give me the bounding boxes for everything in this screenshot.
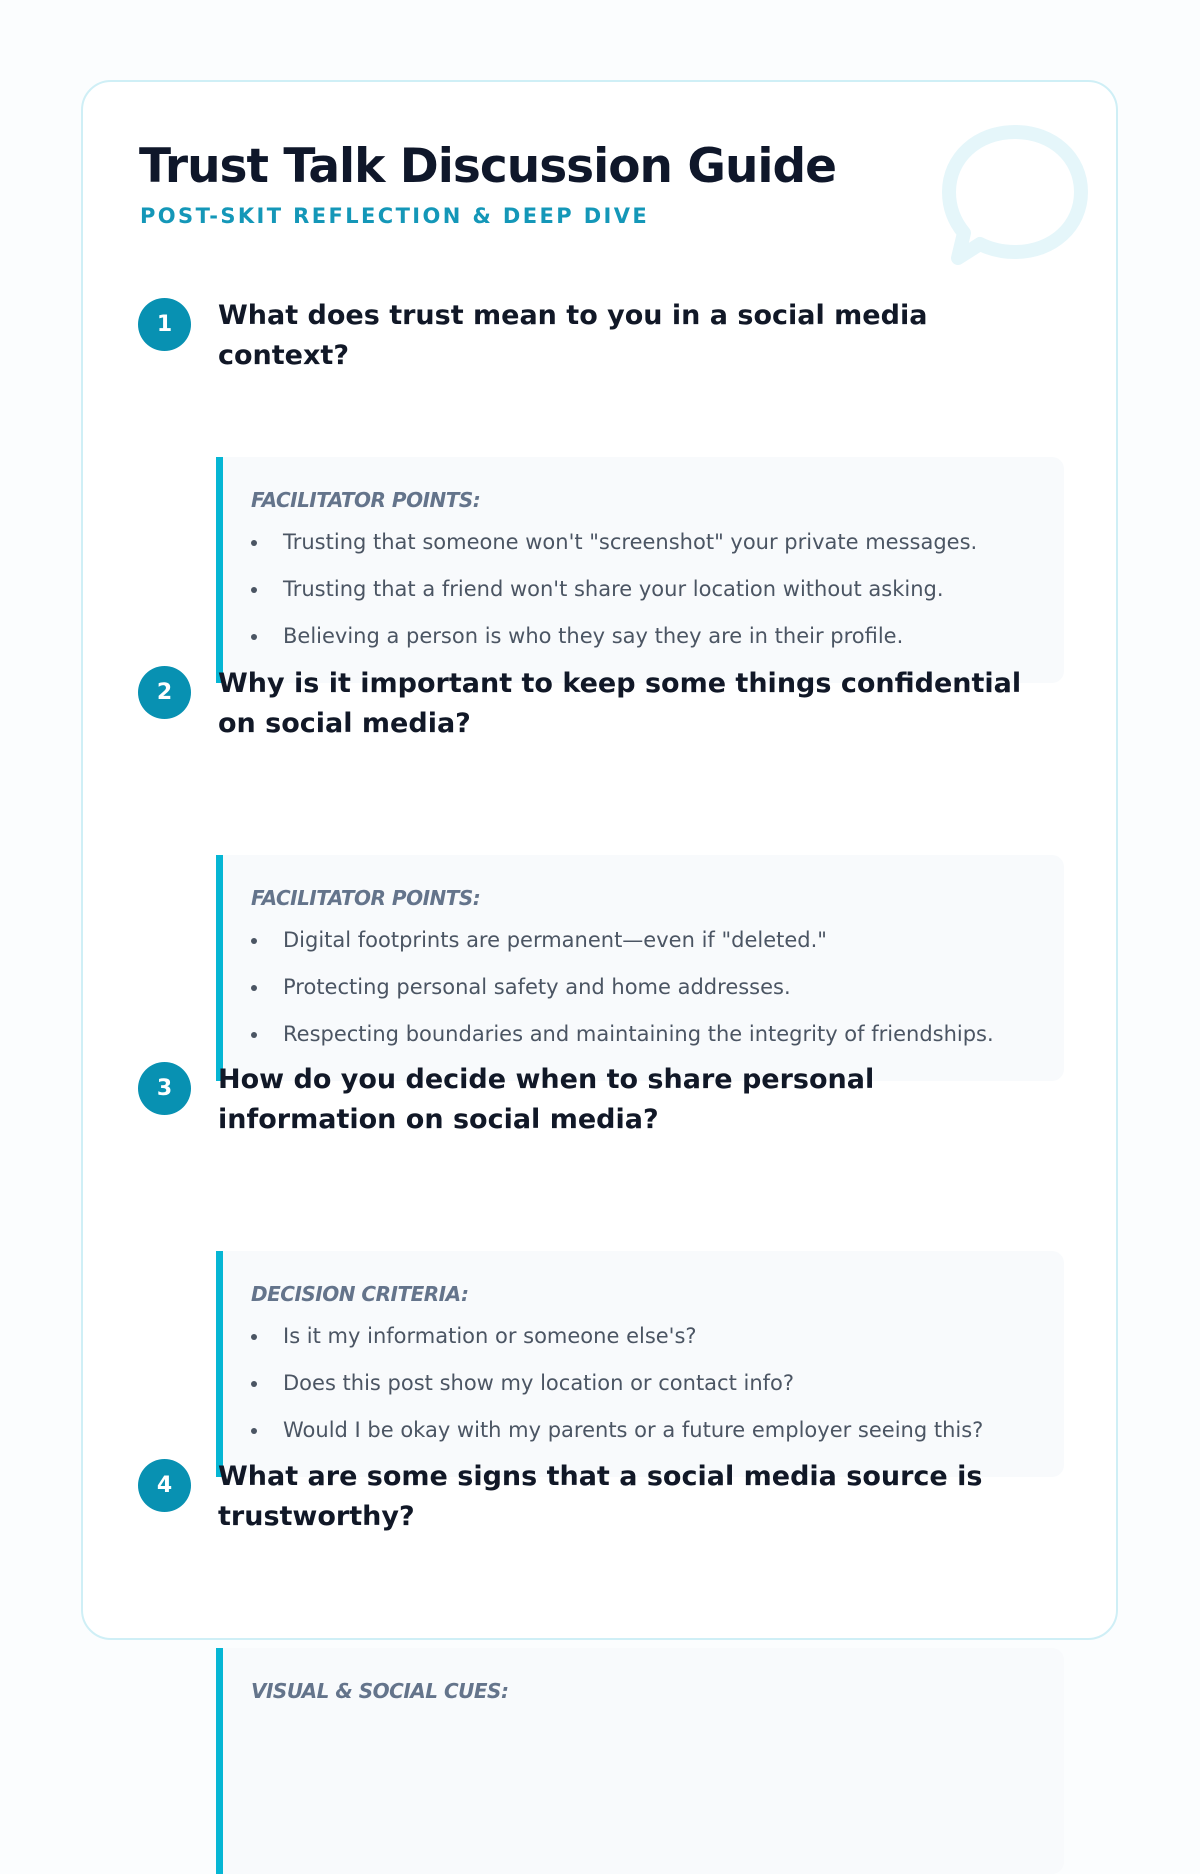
points-heading: FACILITATOR POINTS: (251, 886, 481, 910)
points-list (251, 530, 977, 671)
question-number-badge: 1 (138, 298, 191, 351)
question-text: What are some signs that a social media source is trustworthy? (218, 1461, 983, 1532)
list-item: Respecting boundaries and maintaining the integrity of friendships. (251, 1022, 994, 1069)
question-text: What does trust mean to you in a social media context? (218, 300, 928, 371)
list-item: Does this post show my location or contact info? (251, 1371, 983, 1418)
page-subtitle: POST-SKIT REFLECTION & DEEP DIVE (140, 204, 650, 228)
points-heading: DECISION CRITERIA: (251, 1282, 469, 1306)
facilitator-points-panel (216, 855, 1064, 1081)
facilitator-points-panel (216, 457, 1064, 683)
visual-social-cues-panel (216, 1648, 1064, 1874)
points-list (251, 1324, 983, 1465)
decision-criteria-panel (216, 1251, 1064, 1477)
question-number-badge: 2 (138, 666, 191, 719)
points-list (251, 928, 994, 1069)
list-item: Would I be okay with my parents or a future employer seeing this? (251, 1418, 983, 1465)
points-heading: VISUAL & SOCIAL CUES: (251, 1679, 509, 1703)
question-text: Why is it important to keep some things confidential on social media? (218, 668, 1022, 739)
points-heading: FACILITATOR POINTS: (251, 488, 481, 512)
question-number-badge: 3 (138, 1062, 191, 1115)
list-item: Is it my information or someone else's? (251, 1324, 983, 1371)
speech-bubble-icon (940, 120, 1090, 270)
question-number-badge: 4 (138, 1459, 191, 1512)
list-item: Digital footprints are permanent—even if "deleted." (251, 928, 994, 975)
list-item: Believing a person is who they say they are in their profile. (251, 624, 977, 671)
question-text: How do you decide when to share personal information on social media? (218, 1064, 875, 1135)
list-item: Trusting that a friend won't share your location without asking. (251, 577, 977, 624)
discussion-guide-card (81, 80, 1118, 1703)
page-title: Trust Talk Discussion Guide (139, 139, 837, 194)
list-item: Trusting that someone won't "screenshot" your private messages. (251, 530, 977, 577)
list-item: Protecting personal safety and home addresses. (251, 975, 994, 1022)
